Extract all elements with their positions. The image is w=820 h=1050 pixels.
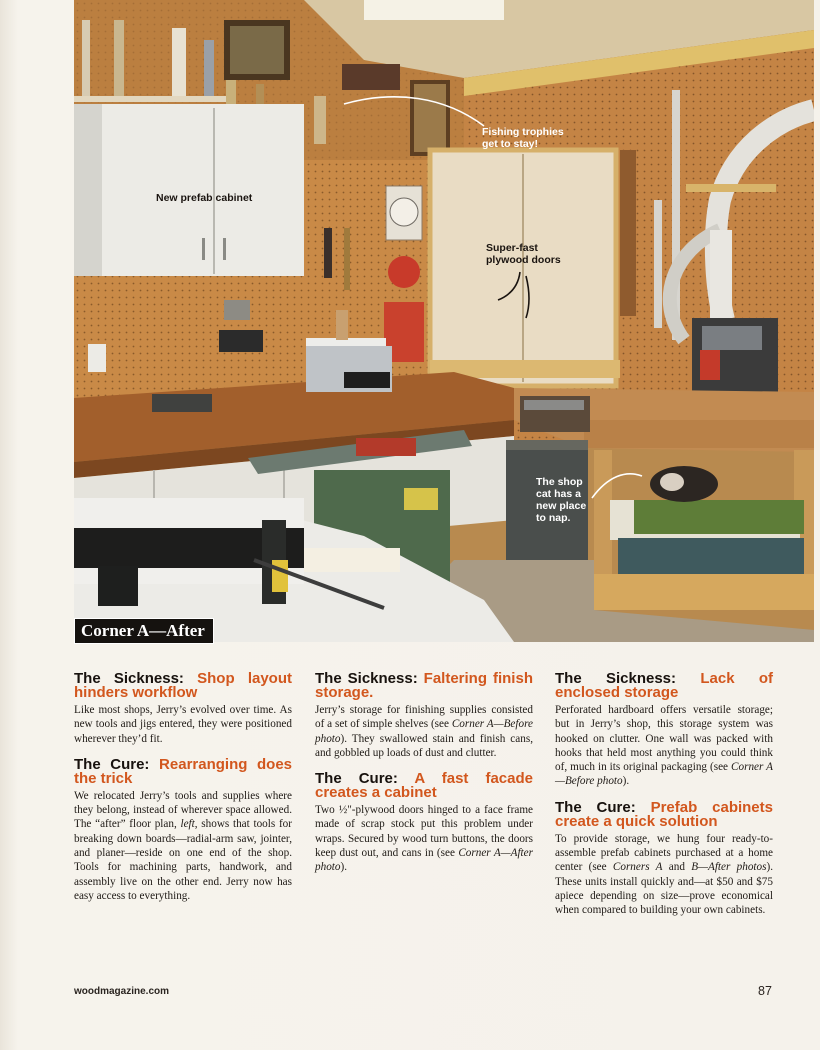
page-number: 87	[758, 984, 772, 998]
doors-callout: Super-fast plywood doors	[486, 242, 561, 266]
article-column-2	[315, 672, 533, 887]
section-body: Perforated hardboard offers versatile storage; but in Jerry’s shop, this storage system was hooked on clutter. One wall was packed with hooks that held most anything you could think of, much in its original packaging (see Corner A—Before photo).	[555, 704, 773, 788]
workshop-photo	[74, 0, 814, 642]
section-body: Like most shops, Jerry’s evolved over time. As new tools and jigs entered, they were positioned wherever they’d fit.	[74, 704, 292, 745]
section-heading: The Cure: A fast facade creates a cabinet	[315, 770, 533, 802]
article-column-3	[555, 672, 773, 930]
section-body: We relocated Jerry’s tools and supplies where they belong, instead of wherever space allowed. The “after” floor plan, left, shows that tools for breaking down boards—radial-arm saw, jointer, and planer—reside on one end of the shop. Tools for machining parts, handwork, and assembly live on the other end. Jerry now has easy access to everything.	[74, 789, 292, 902]
workshop-scene-illustration	[74, 0, 814, 642]
section-heading: The Sickness: Lack of enclosed storage	[555, 670, 773, 701]
section-body: To provide storage, we hung four ready-to-assemble prefab cabinets purchased at a home center (see Corners A and B—After photos). These units install quickly and—at $50 and $75 apiece depending on size—prove economical when compared to building your own cabinets.	[555, 832, 773, 917]
section-body: Two ½"-plywood doors hinged to a face frame made of scrap stock put this problem under wraps. Secured by wood turn buttons, the doors keep dust out, and cans in (see Corner A—After photo).	[315, 804, 533, 874]
section-body: Jerry’s storage for finishing supplies consisted of a set of simple shelves (see Corner A—Before photo). They swallowed stain and finish cans, and gobbled up loads of dust and clutter.	[315, 704, 533, 759]
section-heading: The Sickness: Shop layout hinders workflow	[74, 670, 292, 701]
footer-website-link[interactable]: woodmagazine.com	[74, 986, 170, 997]
section-heading: The Cure: Rearranging does the trick	[74, 755, 293, 787]
cabinet-callout: New prefab cabinet	[156, 192, 253, 204]
section-heading: The Sickness: Faltering finish storage.	[315, 670, 533, 701]
section-heading: The Cure: Prefab cabinets create a quick solution	[555, 798, 773, 830]
article-column-1	[74, 672, 292, 915]
corner-a-after-label: Corner A—After	[74, 618, 214, 644]
cat-callout: The shop cat has a new place to nap.	[536, 476, 587, 524]
trophies-callout: Fishing trophies get to stay!	[482, 126, 564, 150]
